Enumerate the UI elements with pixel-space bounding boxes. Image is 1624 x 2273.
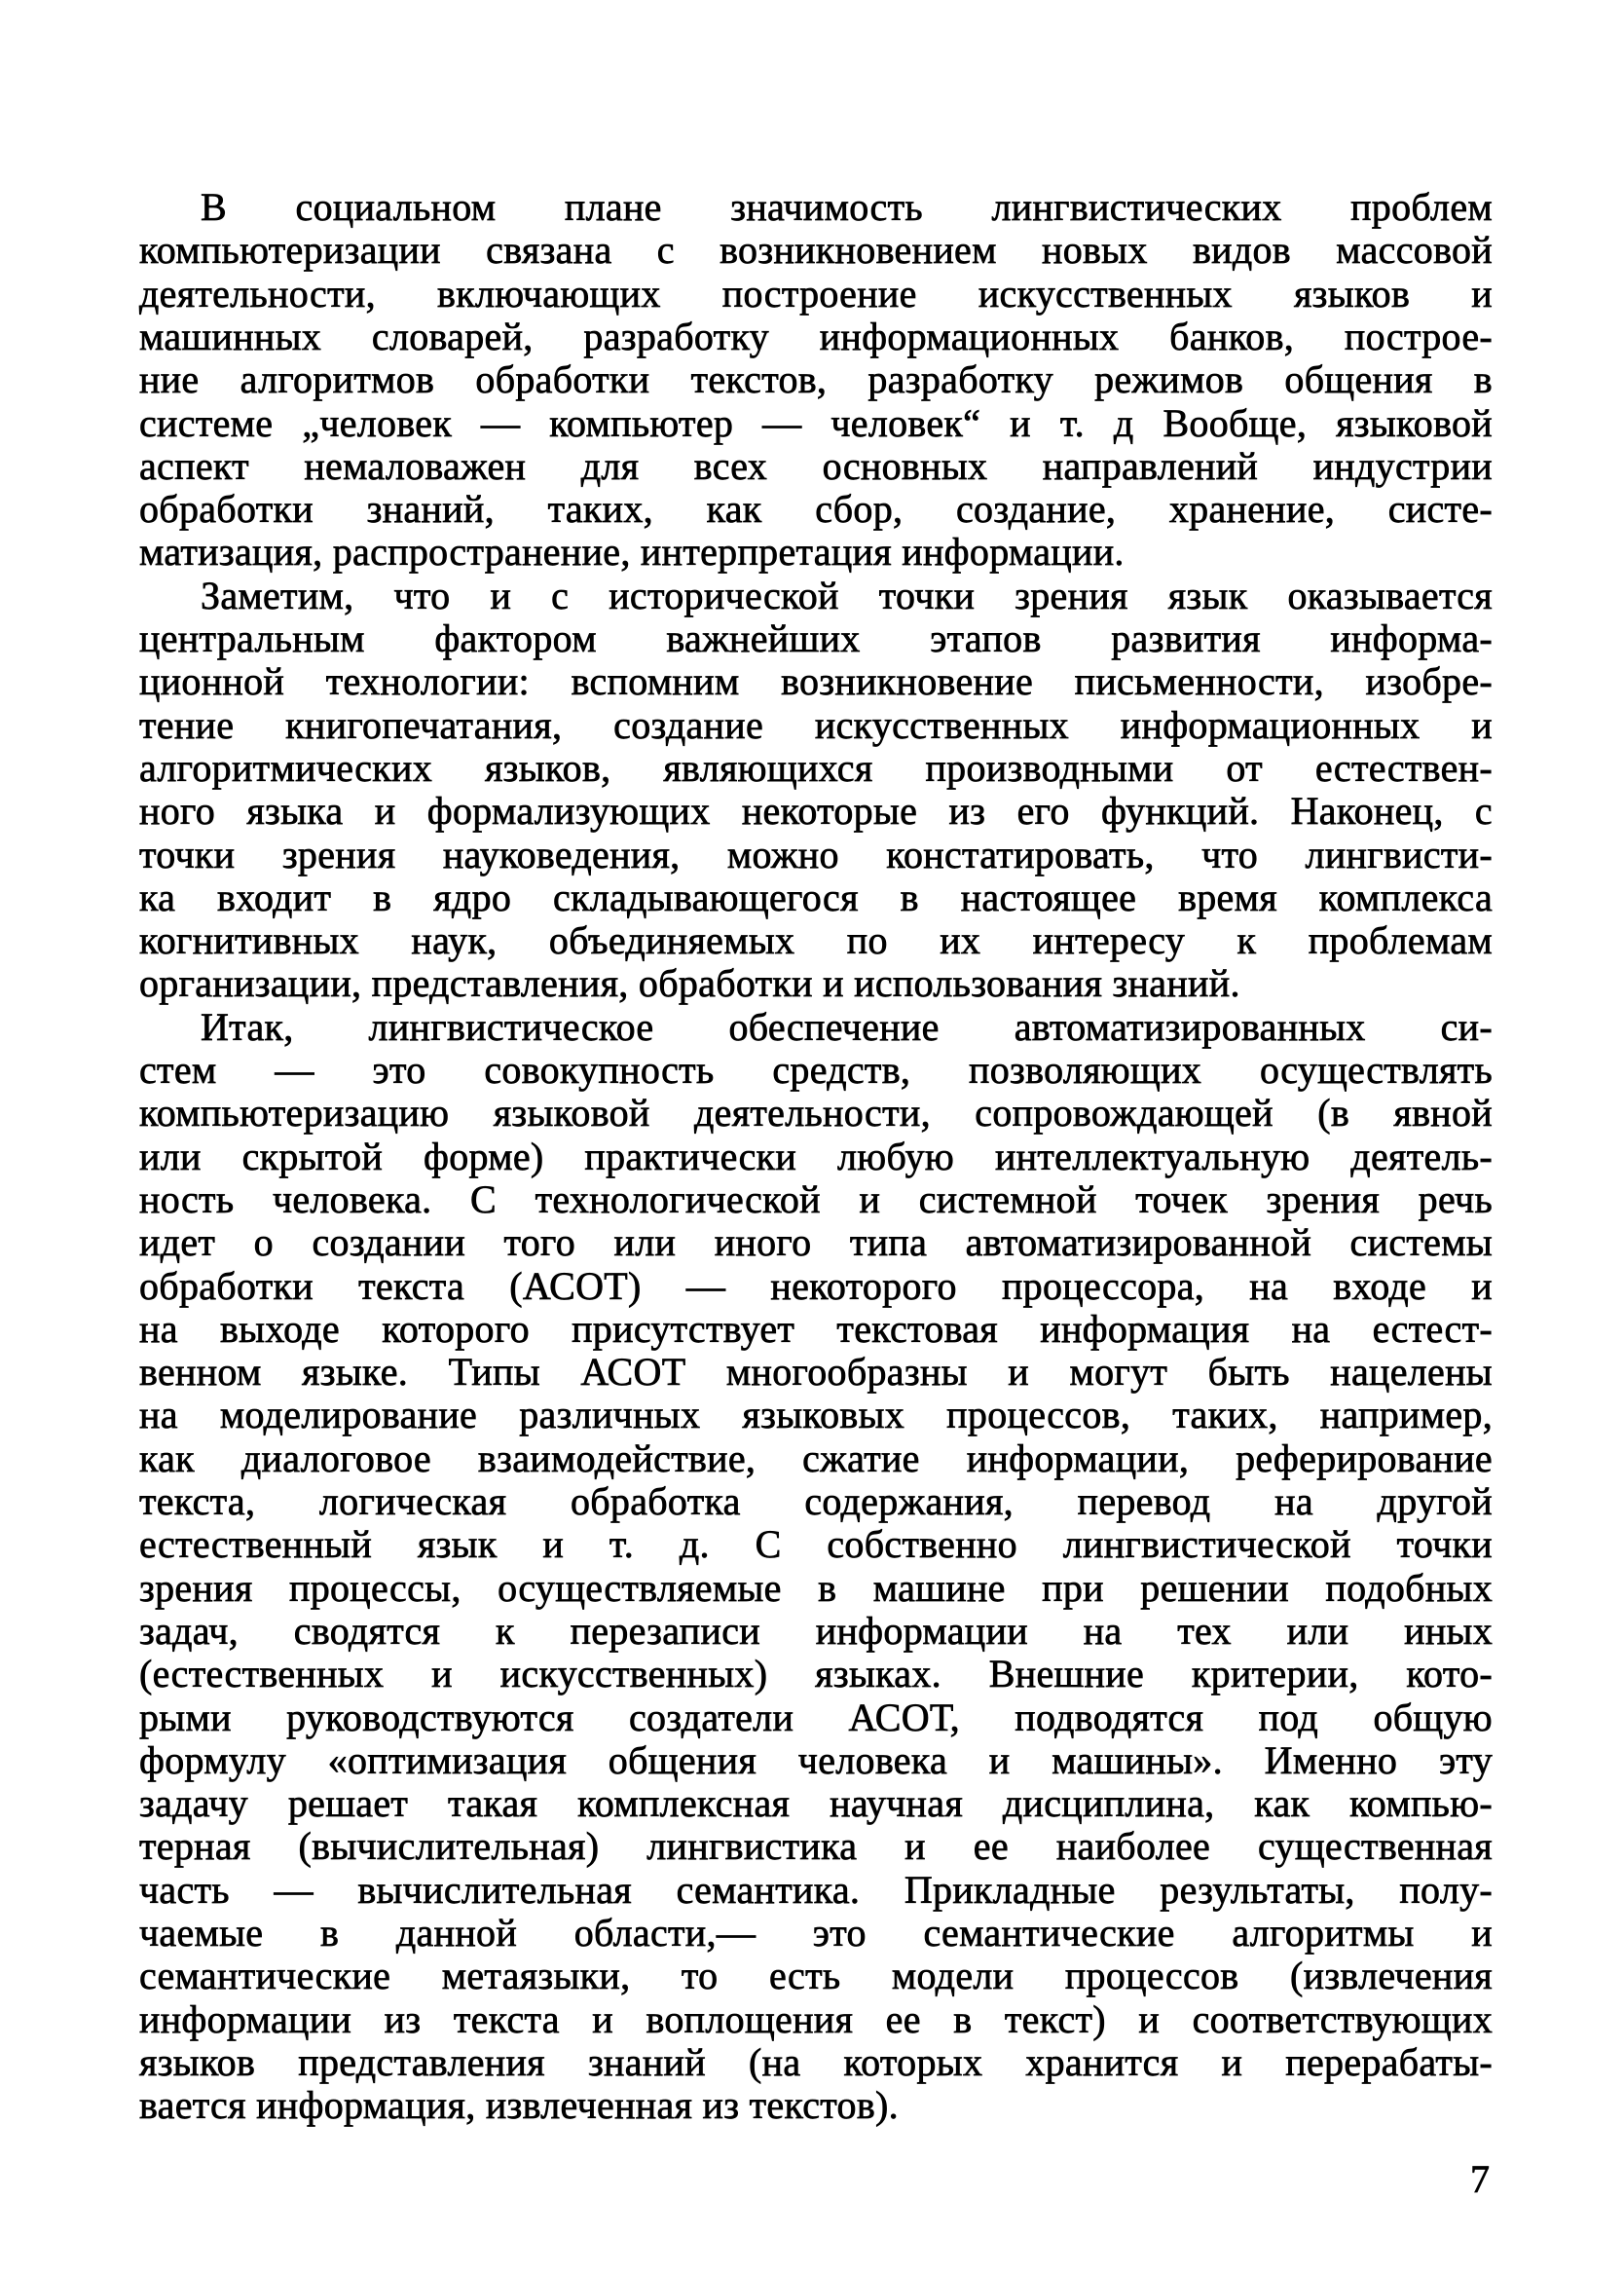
text-line: ного языка и формализующих некоторые из его функций. Наконец, с: [139, 789, 1493, 834]
text-line: машинных словарей, разработку информационных банков, построе-: [139, 314, 1493, 358]
text-line: (естественных и искусственных) языках. Внешние критерии, кото-: [139, 1652, 1493, 1696]
text-line: языков представления знаний (на которых хранится и перерабаты-: [139, 2039, 1493, 2084]
text-line: терная (вычислительная) лингвистика и ее наиболее существенная: [139, 1824, 1493, 1869]
text-line: вается информация, извлеченная из текстов).: [139, 2083, 899, 2128]
text-line: аспект немаловажен для всех основных направлений индустрии: [139, 443, 1493, 488]
text-line: задач, сводятся к перезаписи информации на тех или иных: [139, 1608, 1493, 1653]
text-line: алгоритмических языков, являющихся производными от естествен-: [139, 745, 1493, 790]
text-line: на моделирование различных языковых процессов, таких, например,: [139, 1393, 1493, 1437]
text-line: естественный язык и т. д. С собственно лингвистической точки: [139, 1522, 1493, 1567]
text-line: точки зрения науковедения, можно констатировать, что лингвисти-: [139, 832, 1493, 876]
text-line: идет о создании того или иного типа автоматизированной системы: [139, 1220, 1493, 1265]
page-number: 7: [1470, 2157, 1490, 2201]
text-line: обработки текста (АСОТ) — некоторого процессора, на входе и: [139, 1263, 1493, 1308]
text-line: ние алгоритмов обработки текстов, разработку режимов общения в: [139, 357, 1493, 402]
text-line: ка входит в ядро складывающегося в настоящее время комплекса: [139, 875, 1493, 919]
text-line: или скрытой форме) практически любую интеллектуальную деятель-: [139, 1134, 1493, 1178]
text-line: на выходе которого присутствует текстовая информация на естест-: [139, 1306, 1493, 1351]
text-line: обработки знаний, таких, как сбор, создание, хранение, систе-: [139, 487, 1493, 532]
text-line: когнитивных наук, объединяемых по их интересу к проблемам: [139, 918, 1493, 963]
text-line: ционной технологии: вспомним возникновение письменности, изобре-: [139, 659, 1493, 704]
text-line: зрения процессы, осуществляемые в машине при решении подобных: [139, 1565, 1493, 1610]
text-line: тение книгопечатания, создание искусственных информационных и: [139, 702, 1493, 747]
text-line: матизация, распространение, интерпретация информации.: [139, 530, 1125, 575]
text-line: задачу решает такая комплексная научная дисциплина, как компью-: [139, 1781, 1493, 1826]
paragraph-first-line: Итак, лингвистическое обеспечение автоматизированных си-: [201, 1004, 1493, 1049]
text-line: центральным фактором важнейших этапов развития информа-: [139, 616, 1493, 660]
text-line: чаемые в данной области,— это семантические алгоритмы и: [139, 1911, 1493, 1955]
text-line: часть — вычислительная семантика. Прикладные результаты, полу-: [139, 1867, 1493, 1912]
text-line: ность человека. С технологической и системной точек зрения речь: [139, 1176, 1493, 1221]
paragraph-first-line: Заметим, что и с исторической точки зрения язык оказывается: [201, 573, 1493, 617]
text-line: стем — это совокупность средств, позволяющих осуществлять: [139, 1048, 1493, 1092]
text-line: формулу «оптимизация общения человека и машины». Именно эту: [139, 1737, 1493, 1782]
text-line: информации из текста и воплощения ее в текст) и соответствующих: [139, 1996, 1493, 2041]
text-line: венном языке. Типы АСОТ многообразны и могут быть нацелены: [139, 1350, 1493, 1395]
text-line: организации, представления, обработки и использования знаний.: [139, 961, 1240, 1006]
text-line: рыми руководствуются создатели АСОТ, подводятся под общую: [139, 1695, 1493, 1739]
text-line: компьютеризации связана с возникновением новых видов массовой: [139, 228, 1493, 273]
paragraph-first-line: В социальном плане значимость лингвистических проблем: [201, 185, 1493, 229]
text-line: компьютеризацию языковой деятельности, сопровождающей (в явной: [139, 1091, 1493, 1136]
text-line: системе „человек — компьютер — человек“ и т. д Вообще, языковой: [139, 400, 1493, 445]
text-line: семантические метаязыки, то есть модели процессов (извлечения: [139, 1954, 1493, 1998]
text-line: как диалоговое взаимодействие, сжатие информации, реферирование: [139, 1435, 1493, 1480]
text-line: текста, логическая обработка содержания, перевод на другой: [139, 1479, 1493, 1523]
text-line: деятельности, включающих построение искусственных языков и: [139, 271, 1493, 316]
